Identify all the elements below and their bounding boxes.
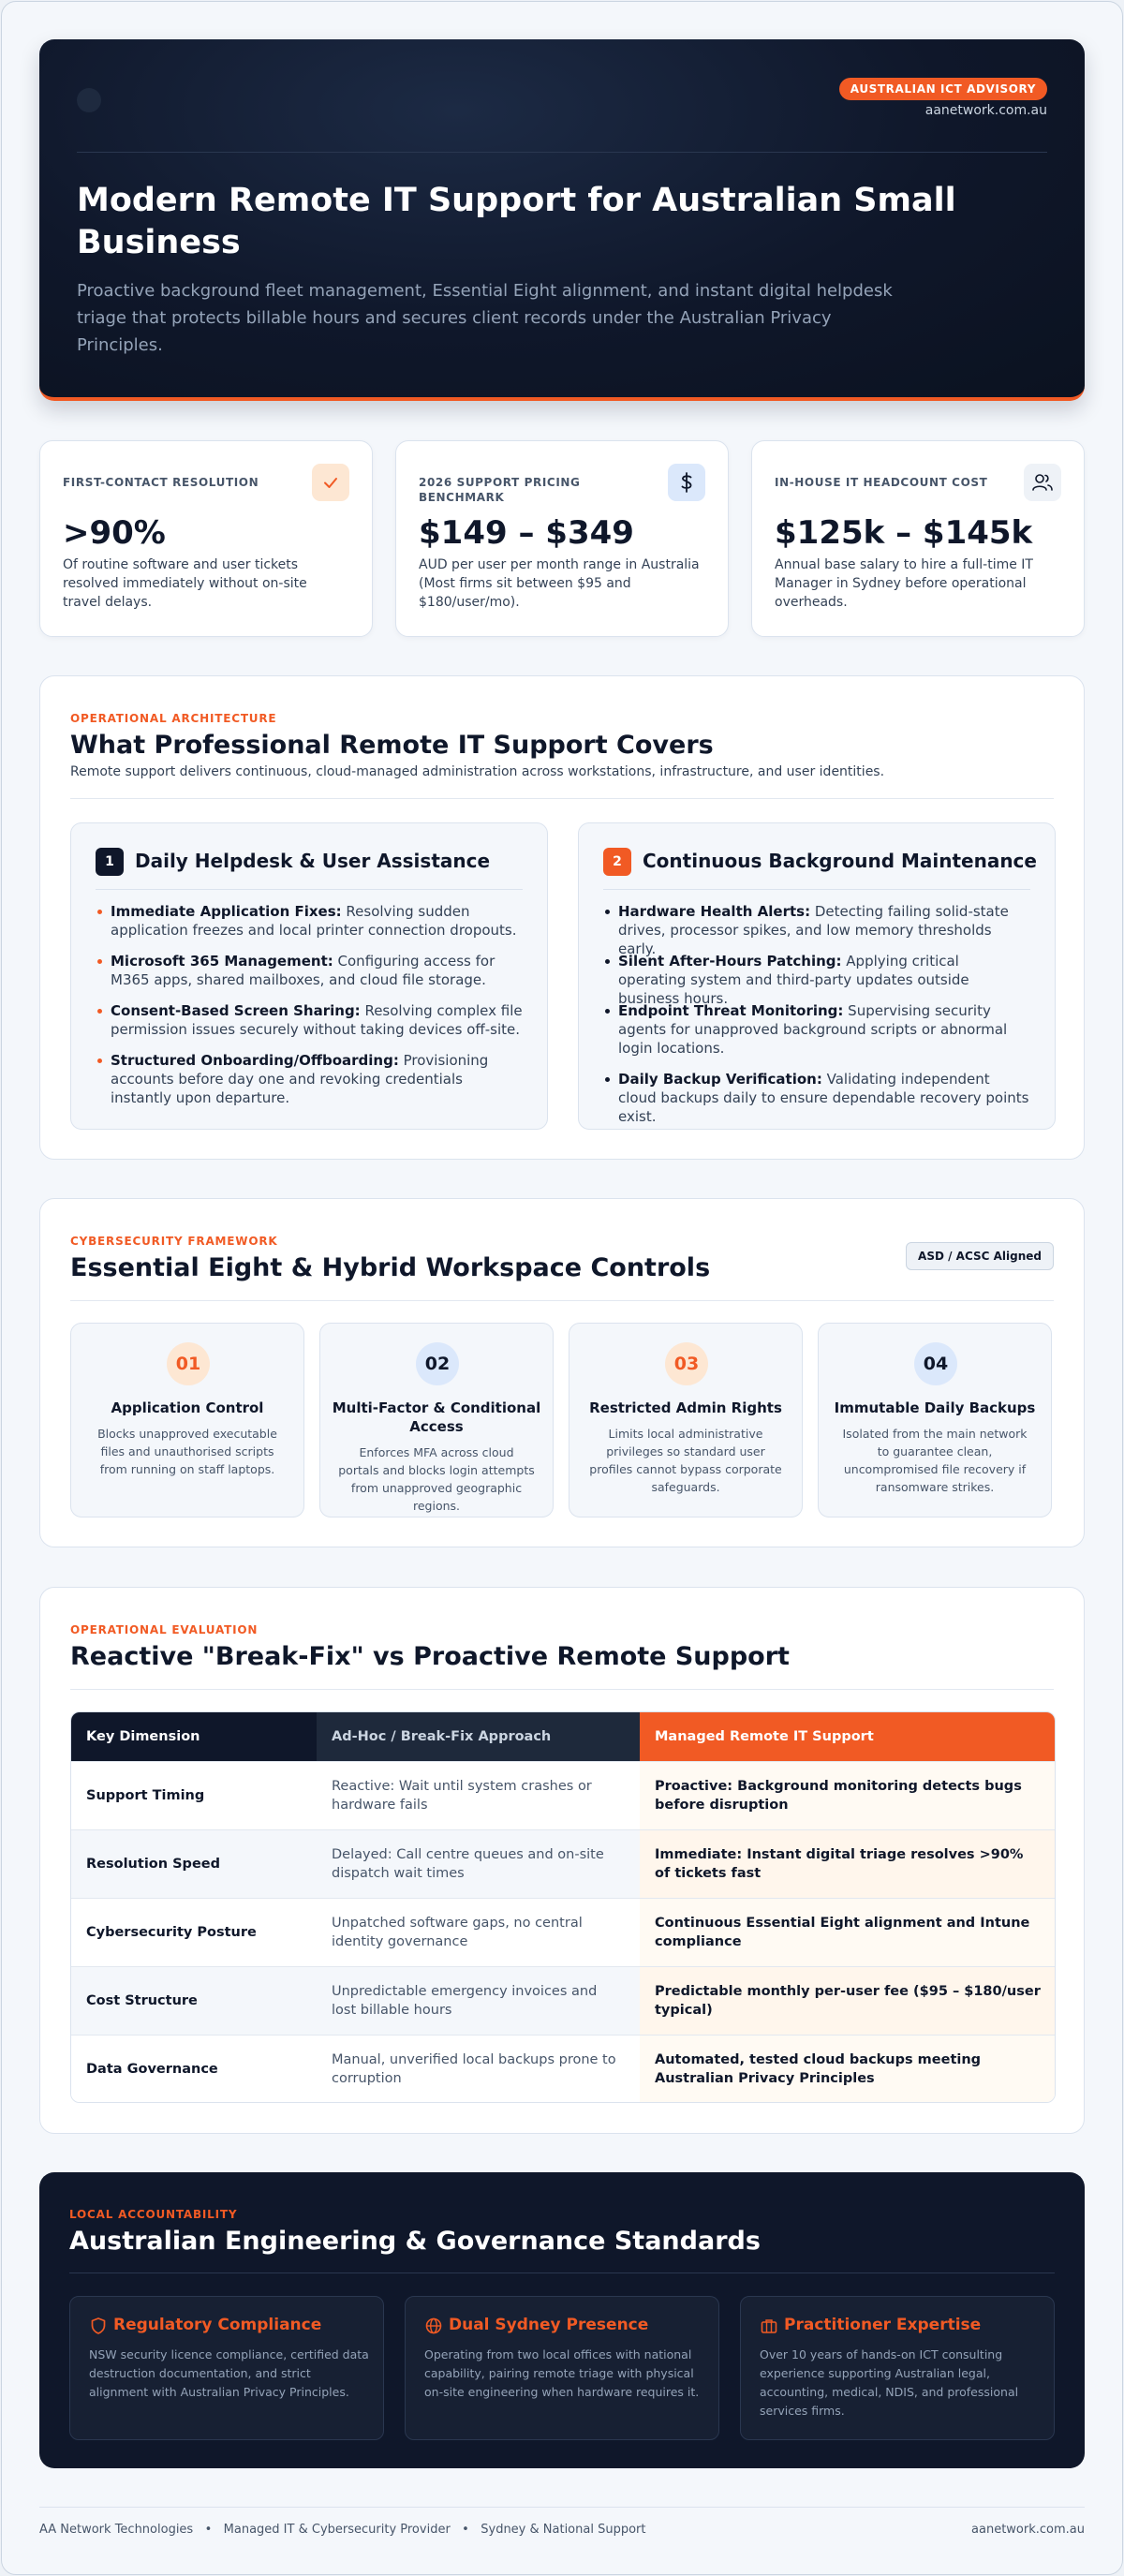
dollar-icon	[668, 464, 705, 501]
list-item: Structured Onboarding/Offboarding: Provisioning accounts before day one and revoking credentials instantly upon departure.	[111, 1051, 523, 1107]
divider	[603, 889, 1030, 890]
table-header: Ad-Hoc / Break-Fix Approach	[317, 1712, 640, 1761]
architecture-section	[39, 675, 1085, 1160]
stat-card-resolution	[39, 440, 373, 637]
table-cell: Immediate: Instant digital triage resolves >90% of tickets fast	[640, 1830, 1056, 1898]
section-title: Australian Engineering & Governance Standards	[69, 2227, 761, 2256]
control-number: 03	[665, 1342, 708, 1385]
stat-description: AUD per user per month range in Australia (Most firms sit between $95 and $180/user/mo).	[419, 557, 700, 610]
list-item: Hardware Health Alerts: Detecting failing solid-state drives, processor spikes, and low memory thresholds early.	[618, 902, 1030, 958]
control-number: 02	[416, 1342, 459, 1385]
card-title: Regulatory Compliance	[113, 2316, 322, 2334]
control-title: Multi-Factor & Conditional Access	[332, 1399, 541, 1435]
table-cell: Support Timing	[86, 1788, 205, 1803]
helpdesk-card	[70, 822, 548, 1130]
card-title: Dual Sydney Presence	[449, 2316, 649, 2334]
table-cell: Proactive: Background monitoring detects bugs before disruption	[640, 1762, 1056, 1829]
section-title: Essential Eight & Hybrid Workspace Controls	[70, 1253, 711, 1282]
divider	[70, 1300, 1054, 1301]
divider	[70, 1689, 1054, 1690]
stat-value: $125k – $145k	[775, 514, 1033, 552]
footer-company-info: AA Network Technologies • Managed IT & Cybersecurity Provider • Sydney & National Support	[39, 2523, 646, 2537]
comparison-table	[70, 1711, 1056, 2103]
briefcase-icon	[760, 2317, 778, 2335]
section-title: Reactive "Break-Fix" vs Proactive Remote Support	[70, 1642, 790, 1671]
divider	[77, 152, 1047, 153]
control-title: Application Control	[111, 1399, 264, 1416]
list-item: Endpoint Threat Monitoring: Supervising security agents for unapproved background scripts or abnormal login locations.	[618, 1001, 1030, 1058]
table-cell: Cost Structure	[86, 1993, 198, 2008]
hero-domain-link[interactable]: aanetwork.com.au	[924, 103, 1047, 118]
table-cell: Continuous Essential Eight alignment and Intune compliance	[640, 1899, 1056, 1966]
card-title: Continuous Background Maintenance	[643, 850, 1037, 872]
table-row	[71, 1898, 1056, 1966]
card-title: Daily Helpdesk & User Assistance	[135, 850, 491, 872]
list-item: Daily Backup Verification: Validating independent cloud backups daily to ensure dependable recovery points exist.	[618, 1071, 1029, 1125]
table-cell: Predictable monthly per-user fee ($95 – $180/user typical)	[640, 1967, 1056, 2035]
table-cell: Automated, tested cloud backups meeting Australian Privacy Principles	[640, 2036, 1056, 2103]
page-subtitle: Proactive background fleet management, Essential Eight alignment, and instant digital helpdesk triage that protects billable hours and secures client records under the Australian Privacy Principles.	[77, 281, 893, 355]
maintenance-card	[578, 822, 1056, 1130]
section-eyebrow: OPERATIONAL ARCHITECTURE	[70, 712, 277, 725]
table-row	[71, 1761, 1056, 1829]
list-item: Microsoft 365 Management: Configuring access for M365 apps, shared mailboxes, and cloud file storage.	[111, 952, 523, 989]
evaluation-section	[39, 1587, 1085, 2134]
list-item: Silent After-Hours Patching: Applying critical operating system and third-party updates outside business hours.	[618, 952, 1030, 1008]
advisory-badge: AUSTRALIAN ICT ADVISORY	[839, 78, 1047, 100]
card-number: 2	[603, 848, 631, 876]
control-title: Restricted Admin Rights	[589, 1399, 782, 1416]
list-item: Immediate Application Fixes: Resolving sudden application freezes and local printer connection dropouts.	[111, 902, 523, 940]
hero-banner	[39, 39, 1085, 401]
table-cell: Delayed: Call centre queues and on-site dispatch wait times	[332, 1847, 604, 1881]
logo-dot	[77, 88, 101, 112]
stat-value: >90%	[63, 514, 166, 552]
table-cell: Resolution Speed	[86, 1857, 220, 1872]
divider	[96, 889, 523, 890]
shield-icon	[89, 2317, 108, 2335]
table-cell: Unpredictable emergency invoices and lost billable hours	[332, 1984, 598, 2018]
table-cell: Cybersecurity Posture	[86, 1925, 257, 1940]
control-description: Enforces MFA across cloud portals and blocks login attempts from unapproved geographic regions.	[338, 1445, 535, 1513]
presence-card	[405, 2296, 719, 2440]
compliance-card	[69, 2296, 384, 2440]
section-eyebrow: OPERATIONAL EVALUATION	[70, 1623, 259, 1636]
table-cell: Reactive: Wait until system crashes or hardware fails	[332, 1779, 592, 1813]
card-description: Operating from two local offices with national capability, pairing remote triage with physical on-site engineering when hardware requires it.	[424, 2347, 700, 2399]
check-icon	[312, 464, 349, 501]
section-title: What Professional Remote IT Support Covers	[70, 731, 714, 760]
table-row	[71, 2035, 1056, 2103]
list-item: Consent-Based Screen Sharing: Resolving complex file permission issues securely without taking devices off-site.	[111, 1002, 523, 1038]
footer-domain-link[interactable]: aanetwork.com.au	[971, 2523, 1085, 2537]
card-description: Over 10 years of hands-on ICT consulting experience supporting Australian legal, accounting, medical, NDIS, and professional services firms.	[760, 2347, 1019, 2418]
stat-card-pricing	[395, 440, 729, 637]
table-header: Managed Remote IT Support	[640, 1712, 1056, 1761]
table-header-row	[71, 1712, 1056, 1761]
page-title: Modern Remote IT Support for Australian Small Business	[77, 182, 956, 261]
stat-label: FIRST-CONTACT RESOLUTION	[63, 476, 259, 489]
control-number: 01	[167, 1342, 210, 1385]
users-icon	[1024, 464, 1061, 501]
table-header: Key Dimension	[71, 1712, 317, 1761]
control-description: Blocks unapproved executable files and unauthorised scripts from running on staff laptops.	[97, 1427, 277, 1476]
divider	[39, 2507, 1085, 2508]
local-accountability-section	[39, 2172, 1085, 2468]
section-eyebrow: CYBERSECURITY FRAMEWORK	[70, 1235, 278, 1248]
card-description: NSW security licence compliance, certified data destruction documentation, and strict alignment with Australian Privacy Principles.	[89, 2347, 369, 2399]
stat-description: Of routine software and user tickets resolved immediately without on-site travel delays.	[63, 557, 307, 610]
table-cell: Data Governance	[86, 2062, 218, 2077]
table-cell: Unpatched software gaps, no central identity governance	[332, 1916, 583, 1949]
control-description: Limits local administrative privileges so standard user profiles cannot bypass corporate safeguards.	[589, 1427, 782, 1494]
stat-card-headcount	[751, 440, 1085, 637]
table-row	[71, 1829, 1056, 1898]
stat-value: $149 – $349	[419, 514, 634, 552]
control-card	[319, 1323, 554, 1517]
table-row	[71, 1966, 1056, 2035]
divider	[70, 798, 1054, 799]
section-eyebrow: LOCAL ACCOUNTABILITY	[69, 2208, 238, 2221]
stat-label: 2026 SUPPORT PRICING BENCHMARK	[419, 476, 581, 504]
control-title: Immutable Daily Backups	[834, 1399, 1036, 1416]
table-cell: Manual, unverified local backups prone to corruption	[332, 2052, 616, 2086]
card-number: 1	[96, 848, 124, 876]
section-subtitle: Remote support delivers continuous, cloud-managed administration across workstations, infrastructure, and user identities.	[70, 764, 885, 779]
essential-eight-section	[39, 1198, 1085, 1547]
expertise-card	[740, 2296, 1055, 2440]
card-title: Practitioner Expertise	[784, 2316, 982, 2334]
control-card	[569, 1323, 803, 1517]
control-number: 04	[914, 1342, 957, 1385]
control-description: Isolated from the main network to guarantee clean, uncompromised file recovery if ransomware strikes.	[842, 1427, 1028, 1494]
stat-description: Annual base salary to hire a full-time IT Manager in Sydney before operational overheads.	[775, 557, 1033, 610]
globe-icon	[424, 2317, 443, 2335]
aligned-badge: ASD / ACSC Aligned	[906, 1242, 1054, 1270]
stat-label: IN-HOUSE IT HEADCOUNT COST	[775, 476, 988, 489]
control-card	[818, 1323, 1052, 1517]
control-card	[70, 1323, 304, 1517]
